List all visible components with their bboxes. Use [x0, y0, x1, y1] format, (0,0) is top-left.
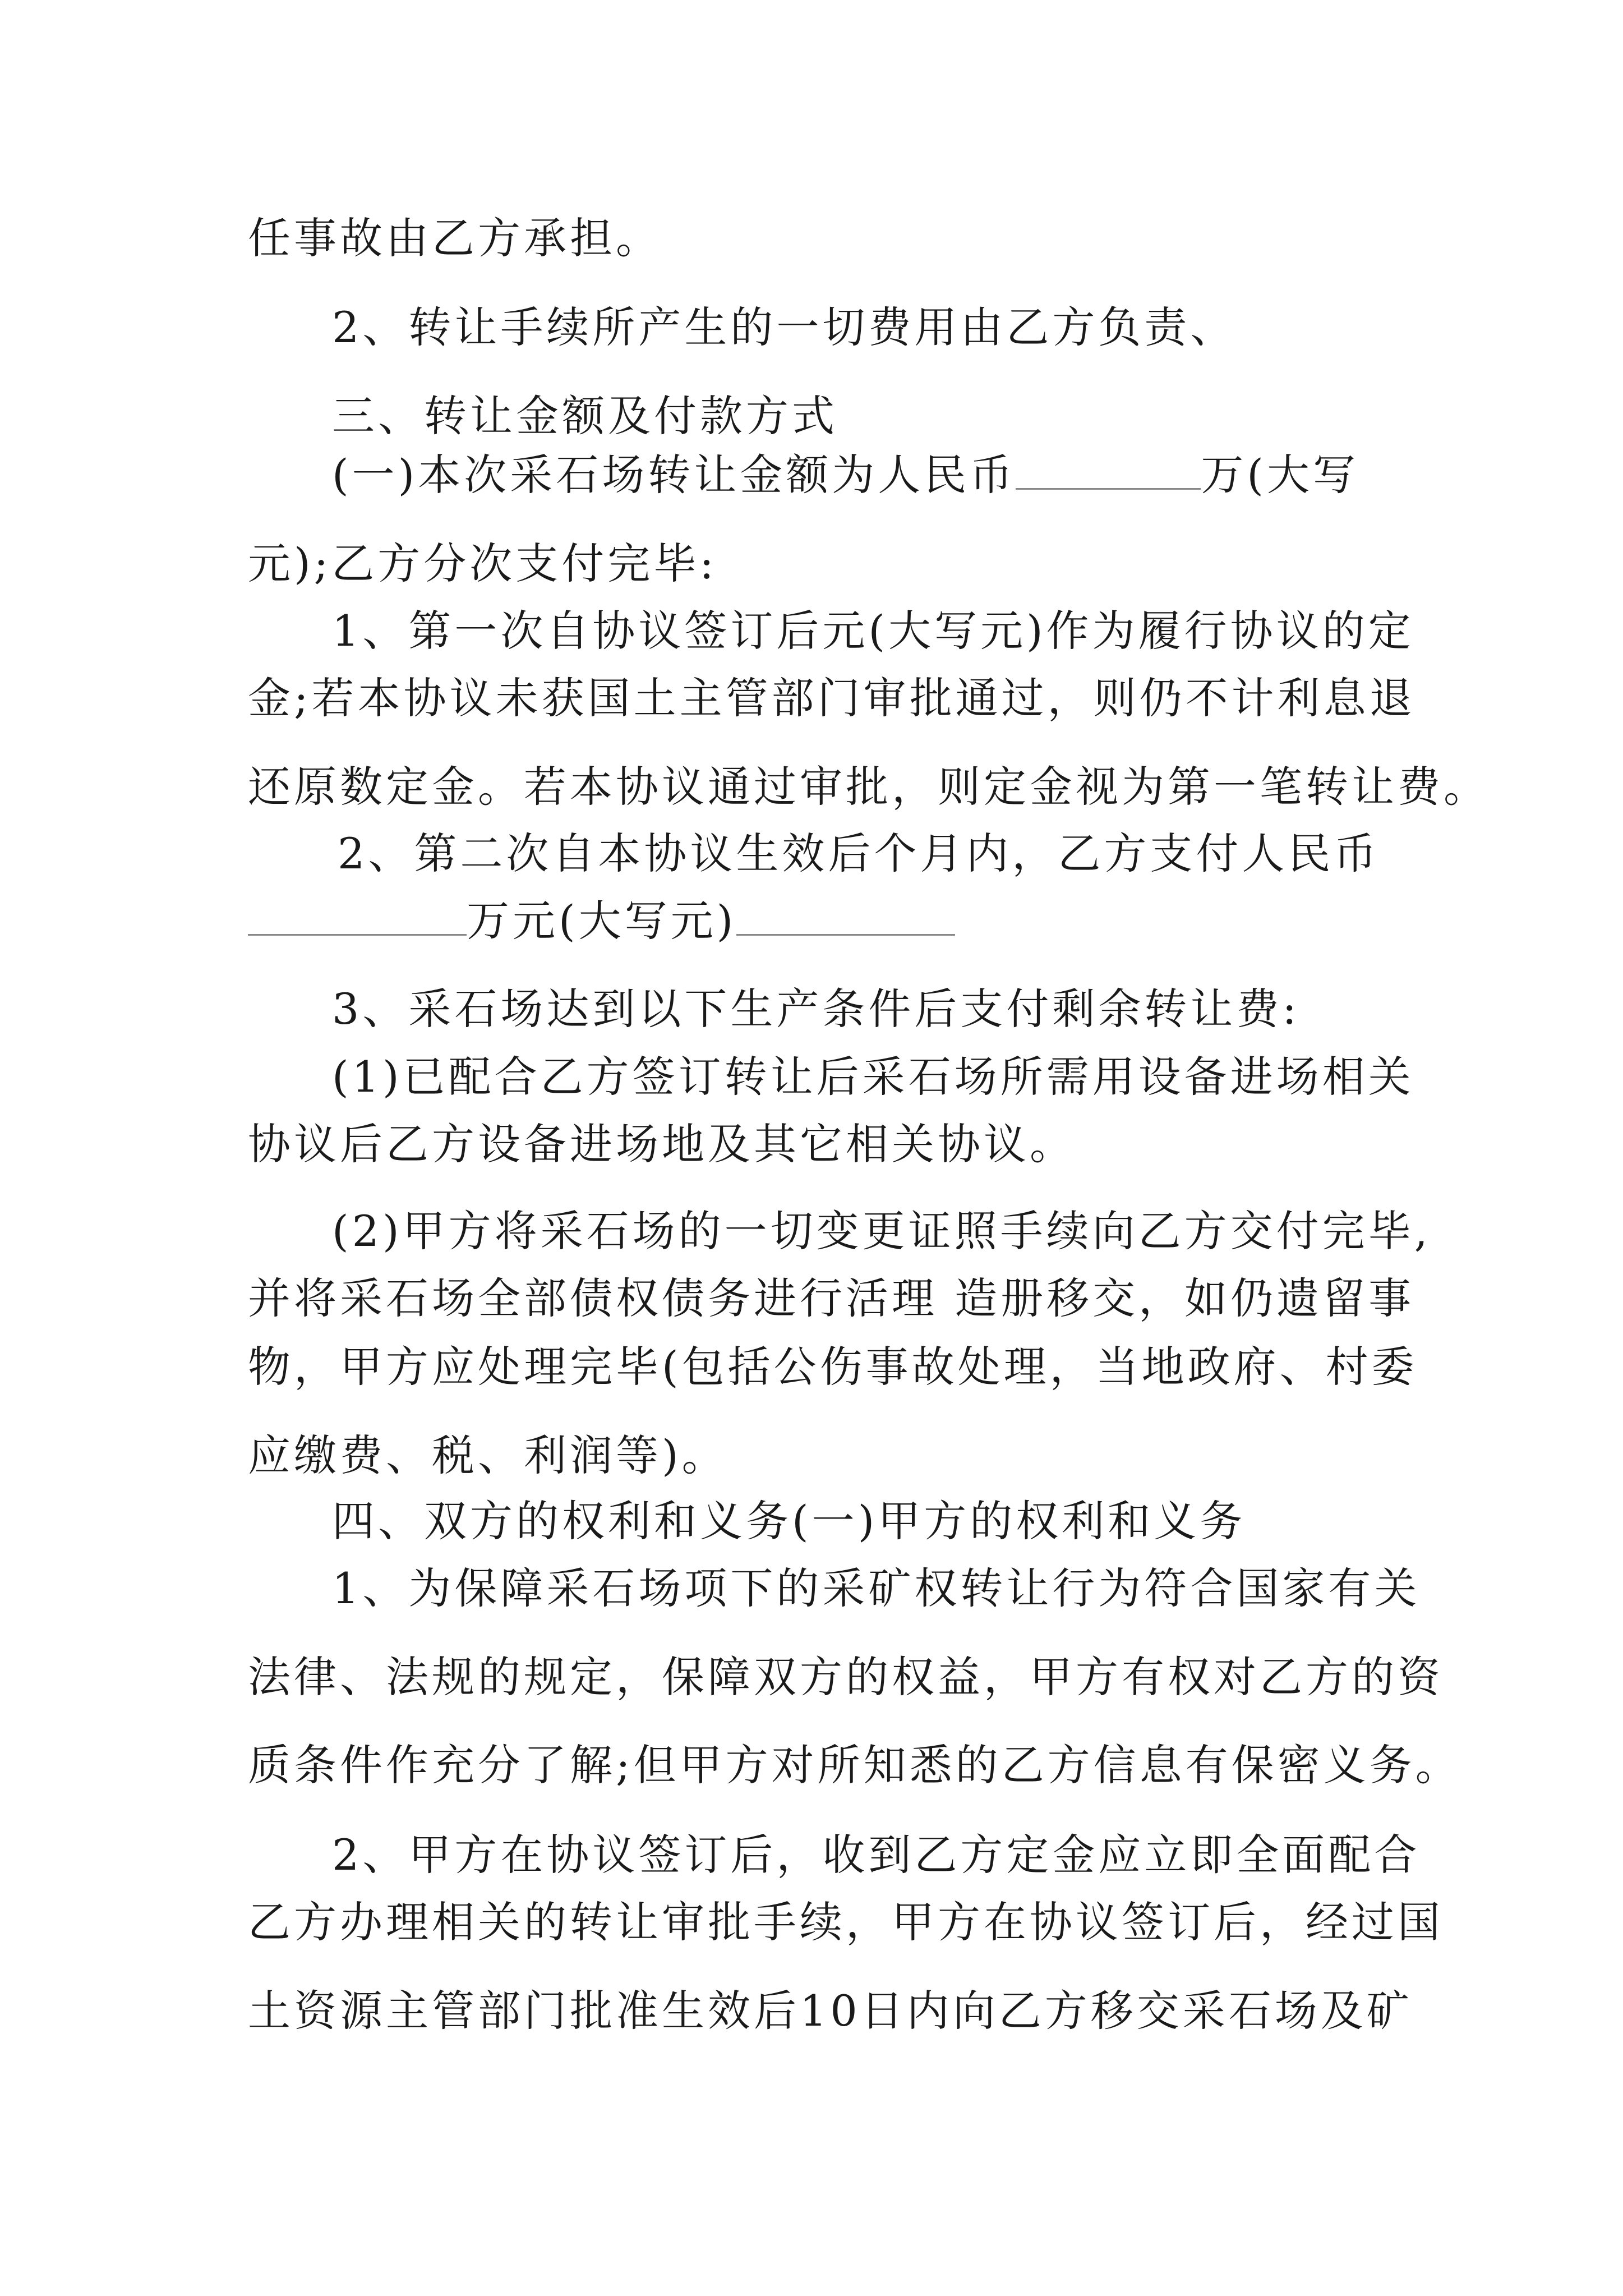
text-segment: 万元(大写元) — [467, 896, 737, 946]
text-line: 任事故由乙方承担。 — [248, 213, 662, 263]
text-line: 2、第二次自本协议生效后个月内，乙方支付人民币 — [338, 829, 1380, 878]
section-heading: 四、双方的权利和义务(一)甲方的权利和义务 — [332, 1496, 1246, 1546]
text-line: (1)已配合乙方签订转让后采石场所需用设备进场相关 — [332, 1052, 1414, 1102]
text-line: 1、第一次自协议签订后元(大写元)作为履行协议的定 — [332, 606, 1414, 656]
text-segment: 万(大写 — [1201, 450, 1359, 500]
text-line: 土资源主管部门批准生效后10日内向乙方移交采石场及矿 — [248, 1986, 1413, 2036]
text-line: 元);乙方分次支付完毕: — [248, 539, 717, 588]
text-line: 协议后乙方设备进场地及其它相关协议。 — [248, 1119, 1076, 1169]
text-line: 法律、法规的规定，保障双方的权益，甲方有权对乙方的资 — [248, 1652, 1444, 1702]
text-line: 2、甲方在协议签订后，收到乙方定金应立即全面配合 — [332, 1830, 1421, 1880]
text-line — [248, 893, 955, 949]
text-line: 金;若本协议未获国土主管部门审批通过，则仍不计利息退 — [248, 673, 1415, 723]
text-line: 质条件作充分了解;但甲方对所知悉的乙方信息有保密义务。 — [248, 1740, 1461, 1790]
amount-blank — [1016, 448, 1201, 490]
text-line: 还原数定金。若本协议通过审批，则定金视为第一笔转让费。 — [248, 762, 1490, 812]
text-line: 并将采石场全部债权债务进行活理 造册移交，如仍遗留事 — [248, 1273, 1415, 1323]
text-line: (2)甲方将采石场的一切变更证照手续向乙方交付完毕, — [332, 1206, 1431, 1256]
text-line: 物，甲方应处理完毕(包括公伤事故处理，当地政府、村委 — [248, 1342, 1418, 1392]
section-heading: 三、转让金额及付款方式 — [332, 391, 838, 441]
text-line — [332, 447, 1359, 503]
amount-blank — [248, 894, 467, 936]
text-line: 乙方办理相关的转让审批手续，甲方在协议签订后，经过国 — [248, 1897, 1444, 1947]
text-line: 1、为保障采石场项下的采矿权转让行为符合国家有关 — [332, 1563, 1421, 1613]
text-line: 2、转让手续所产生的一切费用由乙方负责、 — [332, 302, 1237, 352]
text-line: 3、采石场达到以下生产条件后支付剩余转让费: — [332, 984, 1300, 1034]
text-line: 应缴费、税、利润等)。 — [248, 1430, 728, 1480]
amount-uppercase-blank — [736, 894, 955, 936]
text-segment: (一)本次采石场转让金额为人民币 — [332, 450, 1016, 500]
